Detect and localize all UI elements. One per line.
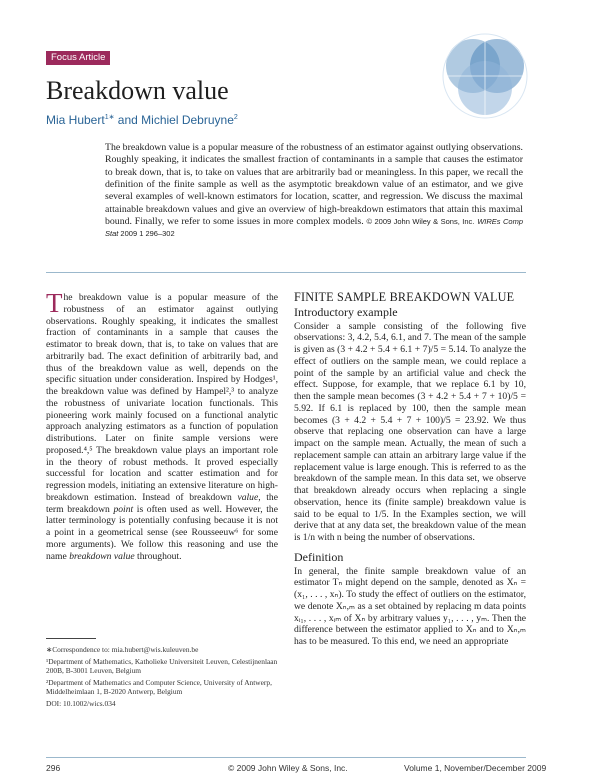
divider — [46, 272, 526, 273]
journal-name: WIREs Comp Stat — [105, 217, 523, 239]
paragraph-text: is often used as well. However, the latter terminology is potentially confusing because it is not a point in a geometrical sense (see Rousseeuw⁶ for some more arguments). We follow this reasoning and use the name — [46, 503, 278, 562]
abstract-copyright: © 2009 John Wiley & Sons, Inc. — [366, 217, 475, 227]
emphasis: value — [237, 491, 259, 503]
article-type-badge: Focus Article — [46, 51, 110, 65]
dropcap: T — [46, 288, 63, 318]
emphasis: point — [113, 503, 134, 515]
subsection-heading: Introductory example — [294, 304, 398, 319]
footer-volume: Volume 1, November/December 2009 — [404, 763, 547, 773]
citation: 2009 1 296–302 — [118, 229, 175, 239]
footnote-rule — [46, 638, 96, 639]
paragraph-text: , the term breakdown — [46, 491, 278, 515]
right-column — [294, 292, 526, 648]
affiliation-1: ¹Department of Mathematics, Katholieke Universiteit Leuven, Celestijnenlaan 200B, B-3001 Leuven, Belgium — [46, 657, 278, 676]
page-number: 296 — [46, 763, 61, 773]
author-affil: 2 — [233, 114, 238, 121]
abstract-text: The breakdown value is a popular measure of the robustness of an estimator against outlying observations. Roughly speaking, it indicates the smallest fraction of contaminants in a sample that causes the estimator to break down, that is, to take on values that are arbitrarily bad or meaningless. In this paper, we recall the definition of the finite sample as well as the asymptotic breakdown value of an estimator, and we give several examples of well-known estimators for location, scatter, and regression. We discuss the maximal attainable breakdown values and give an overview of high-breakdown estimators that attain this maximal bound. Finally, we refer to some issues in more complex models. — [105, 142, 523, 228]
affiliation-2: ²Department of Mathematics and Computer Science, University of Antwerp, Middelheimlaan 1, B-2020 Antwerp, Belgium — [46, 678, 272, 697]
footer-divider — [46, 757, 526, 758]
subsection-heading: Definition — [294, 549, 344, 564]
left-column — [46, 288, 278, 562]
author-name: Mia Hubert — [46, 113, 105, 127]
paragraph-text: throughout. — [134, 550, 182, 562]
paragraph-text: he breakdown value is a popular measure of the robustness of an estimator against outlying observations. Roughly speaking, it indicates the smallest fraction of contaminants in a sample that causes the estimator to break down, that is, to take on values that are arbitrarily bad. The exact definition of arbitrarily bad, and thus of the breakdown value as well, depends on the specific situation under consideration. Inspired by Hodges¹, the breakdown value was defined by Hampel²,³ to analyze the robustness of univariate location functionals. This pioneering work mainly focused on a functional analytic approach analyzing estimators as a function of population distributions. Later on finite sample versions were proposed.⁴,⁵ The breakdown value plays an important role in the theory of robust methods. It proved especially successful for location and scatter estimation and for regression models, initiating an extensive literature on high-breakdown estimation. Instead of breakdown — [46, 292, 278, 503]
footer-copyright: © 2009 John Wiley & Sons, Inc. — [228, 763, 348, 773]
doi: DOI: 10.1002/wics.034 — [46, 699, 116, 709]
definition-paragraph: In general, the finite sample breakdown value of an estimator Tₙ might depend on the sample, denoted as Xₙ = (x₁, . . . , xₙ). To study the effect of outliers on the estimator, we denote Xₙ,ₘ as a set obtained by replacing m data points xᵢ₁, . . . , xᵢₘ of Xₙ by arbitrary values y₁, . . . , yₘ. Then the difference between the estimator applied to Xₙ and to Xₙ,ₘ has to be measured. To this end, we need an appropriate — [294, 565, 526, 647]
author-affil: 1∗ — [104, 114, 115, 121]
author-and: and — [114, 113, 142, 127]
emphasis: breakdown value — [69, 550, 135, 562]
section-heading: FINITE SAMPLE BREAKDOWN VALUE — [294, 290, 515, 304]
abstract — [105, 142, 523, 241]
correspondence: ∗Correspondence to: mia.hubert@wis.kuleuven.be — [46, 645, 199, 654]
article-title: Breakdown value — [46, 76, 229, 105]
wires-logo-icon — [435, 30, 535, 122]
author-name: Michiel Debruyne — [141, 113, 234, 127]
example-paragraph: Consider a sample consisting of the following five observations: 3, 4.2, 5.4, 6.1, and 7. The mean of the sample is given as (3 + 4.2 + 5.4 + 6.1 + 7)/5 = 5.14. To analyze the effect of outliers on the sample mean, we could replace a point of the sample by an artificial value and check the effect. Suppose, for example, that we replace 6.1 by 10, then the sample mean becomes (3 + 4.2 + 5.4 + 7 + 10)/5 = 5.92. If 6.1 is replaced by 100, then the sample mean becomes (3 + 4.2 + 5.4 + 7 + 100)/5 = 23.92. We thus observe that replacing one observation can have a large impact on the sample mean. Actually, the mean of such a replacement sample can attain an arbitrary large value if the replacement value is large enough. This is referred to as the breakdown of the sample mean. In this data set, we observe that breakdown already occurs when replacing a single observation, hence its (finite sample) breakdown value is said to be equal to 1/5. In the Examples section, we will derive that at any data set, the breakdown value of the mean is 1/n with n being the number of observations. — [294, 320, 526, 543]
author-list — [46, 110, 238, 128]
footnotes — [46, 645, 278, 712]
intro-paragraph — [46, 288, 278, 562]
